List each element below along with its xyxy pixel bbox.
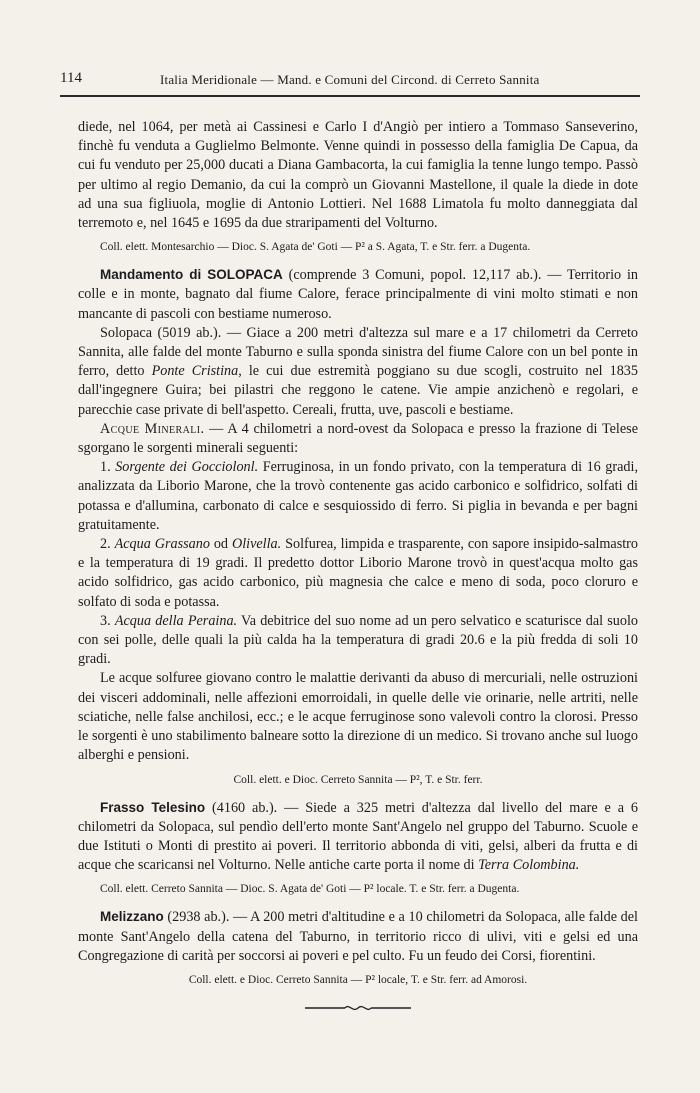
frasso-paragraph [78, 798, 638, 876]
header-rule [60, 95, 640, 97]
melizzano-text: (2938 ab.). — A 200 metri d'altitudine e a 10 chilometri da Solopaca, alle falde del monte Sant'Angelo della catena del Taburno, in territorio ricco di ulivi, viti e gelsi ed una Congregazione di carità per soccorsi ai poveri e pel culto. Fu un feudo dei Corsi, fiorentini. [78, 909, 638, 964]
melizzano-name: Melizzano [100, 909, 164, 925]
solopaca-name: Solopaca [100, 324, 153, 341]
spring-name: Sorgente dei Gocciolonl. [115, 459, 259, 476]
intro-paragraph: diede, nel 1064, per metà ai Cassinesi e Carlo I d'Angiò per intiero a Tommaso Sanseverino, finchè fu venduta a Guglielmo Belmonte. Venne quindi in possesso della famiglia De Capua, da cui fu venduto per 25,000 ducati a Diana Gambacorta, la cui famiglia la tenne lungo tempo. Passò per ultimo al regio Demanio, da cui la comprò un Giovanni Mastellone, il quale la diede in dote ad una sua figliuola, moglie di Antonio Lottieri. Nel 1688 Limatola fu molto danneggiata dal terremoto e, nel 1645 e 1695 da due straripamenti del Volturno. [78, 119, 638, 232]
spring-item-3 [78, 612, 638, 670]
spring-number: 2. [100, 536, 111, 553]
spring-number: 1. [100, 459, 111, 476]
mandamento-paragraph [78, 265, 638, 324]
end-ornament [303, 1002, 413, 1014]
solopaca-paragraph [78, 324, 638, 420]
spring-alt-name: Olivella. [231, 536, 282, 553]
frasso-text: (4160 ab.). — Siede a 325 metri d'altezza dal livello del mare e a 6 chilometri da Solopaca, sul pendìo dell'erto monte Sant'Angelo nel gruppo del Taburno. Scuole e due Istituti o Monti di prestito ai poveri. Il territorio abbonda di viti, gelsi, alberi da frutta e di acque che scaricansi nel Volturno. Nelle antiche carte porta il nome di [78, 799, 638, 874]
solopaca-text-2: , le cui due estremità poggiano su due scogli, costruito nel 1835 dall'ingegnere Guira; bei pilastri che reggono le catene. Vie ampie anzichenò e regolari, e parecchie case private di bell'aspetto. Cereali, frutta, uve, pascoli e bestiame. [78, 363, 638, 418]
page-body [78, 118, 638, 1014]
acque-coll-note: Coll. elett. e Dioc. Cerreto Sannita — P², T. e Str. ferr. [233, 773, 483, 786]
frasso-coll-note: Coll. elett. Cerreto Sannita — Dioc. S. Agata de' Goti — P² locale. T. e Str. ferr. a Dugenta. [100, 883, 520, 896]
spring-text: Solfurea, limpida e trasparente, con sapore insipido-salmastro e la temperatura di 19 gradi. Il predetto dottor Liborio Marone trovò in quest'acqua molto gas acido solfidrico, gas acido carbonico, più magnesia che calce e meno di soda, poco cloruro e solfato di soda e potassa. [78, 536, 638, 610]
acque-paragraph [78, 420, 638, 458]
mandamento-heading-name: SOLOPACA [207, 267, 283, 283]
melizzano-paragraph [78, 907, 638, 966]
acque-text: — A 4 chilometri a nord-ovest da Solopaca e presso la frazione di Telese sgorgano le sorgenti minerali seguenti: [78, 420, 638, 457]
mandamento-text: (comprende 3 Comuni, popol. 12,117 ab.). — Territorio in colle e in monte, bagnato dal fiume Calore, ferace principalmente di vini molto stimati e non mancante di pascoli con bestiame numeroso. [78, 267, 638, 322]
mandamento-heading-prefix: Mandamento di [100, 267, 208, 283]
spring-item-1 [78, 458, 638, 535]
spring-connector: od [209, 536, 232, 553]
acque-label: Acque Minerali. [100, 420, 205, 437]
solopaca-text: (5019 ab.). — Giace a 200 metri d'altezza sul mare e a 17 chilometri da Cerreto Sannita, alle falde del monte Taburno e sulla sponda sinistra del fiume Calore con un bel ponte in ferro, detto [78, 324, 638, 380]
spring-name: Acqua Grassano [114, 536, 210, 553]
acque-closing-paragraph: Le acque solfuree giovano contro le malattie derivanti da abuso di mercuriali, nelle ostruzioni dei visceri addominali, nelle affezioni emorroidali, in quelle delle vie orinarie, nelle artriti, nelle sciatiche, nelle false anchilosi, ecc.; e le acque ferruginose sono valevoli contro la clorosi. Presso le sorgenti è uno stabilimento balneare sotto la direzione di un medico. Si trovano anche sul luogo alberghi e pensioni. [78, 670, 638, 764]
intro-coll-note: Coll. elett. Montesarchio — Dioc. S. Agata de' Goti — P² a S. Agata, T. e Str. ferr. a Dugenta. [100, 241, 531, 254]
terra-colombina: Terra Colombina. [478, 857, 580, 874]
spring-item-2 [78, 535, 638, 612]
running-title: Italia Meridionale — Mand. e Comuni del Circond. di Cerreto Sannita [160, 72, 540, 87]
spring-number: 3. [100, 612, 111, 629]
spring-text: Va debitrice del suo nome ad un pero selvatico e scaturisce dal suolo con sei polle, delle quali la più calda ha la temperatura di gradi 20.6 e la più fredda di soli 10 gradi. [78, 612, 639, 668]
page-number: 114 [60, 70, 82, 86]
melizzano-coll-note: Coll. elett. e Dioc. Cerreto Sannita — P² locale, T. e Str. ferr. ad Amorosi. [188, 973, 528, 986]
ponte-cristina: Ponte Cristina [151, 363, 239, 380]
spring-text: Ferruginosa, in un fondo privato, con la temperatura di 16 gradi, analizzata da Liborio Marone, che la trovò contenente gas acido carbonico e solfidrico, solfati di potassa e d'allumina, carbonato di calce e sesquiossido di ferro. Si piglia in bevanda e per bagni gratuitamente. [78, 459, 639, 533]
frasso-name: Frasso Telesino [100, 799, 206, 815]
spring-name: Acqua della Peraina. [114, 612, 238, 629]
page-header [60, 66, 640, 90]
